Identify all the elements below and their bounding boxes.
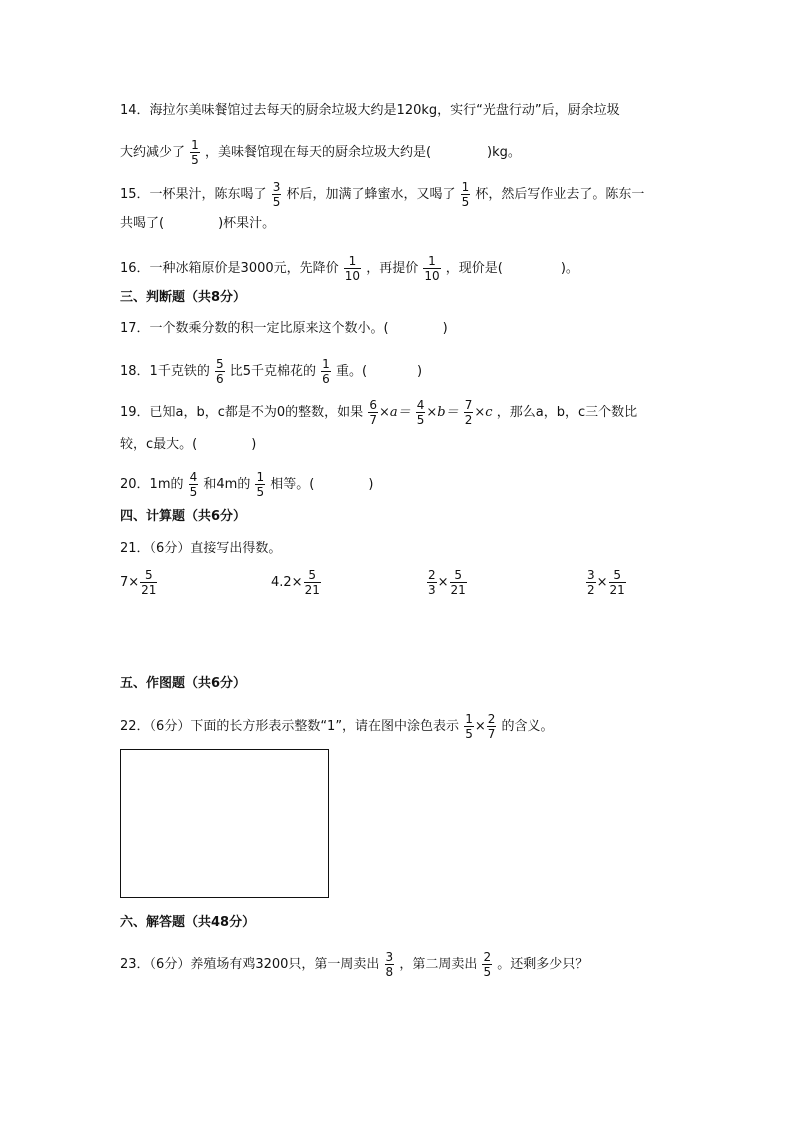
section-heading-calculation: 四、计算题（共6分） bbox=[120, 509, 247, 524]
q22-text: 的含义。 bbox=[501, 719, 554, 734]
numerator: 5 bbox=[140, 568, 157, 583]
numerator: 2 bbox=[487, 712, 496, 726]
denominator: 5 bbox=[416, 413, 425, 427]
fraction bbox=[464, 398, 474, 427]
q16-text: ，现价是( bbox=[445, 261, 503, 276]
fraction bbox=[272, 180, 282, 209]
operator: × bbox=[474, 719, 486, 734]
fraction bbox=[609, 568, 626, 597]
q16-text: ，再提价 bbox=[366, 261, 419, 276]
calc-lead: 4.2× bbox=[271, 575, 303, 590]
q21-title: 21．（6分）直接写出得数。 bbox=[120, 541, 282, 556]
numerator: 7 bbox=[464, 398, 473, 412]
denominator: 5 bbox=[189, 485, 198, 499]
q18-line bbox=[120, 357, 422, 386]
numerator: 3 bbox=[272, 180, 281, 194]
q16-line bbox=[120, 254, 579, 283]
fraction bbox=[140, 568, 157, 597]
fraction bbox=[464, 712, 474, 741]
q15-line2 bbox=[120, 214, 275, 234]
section-heading-judgement: 三、判断题（共8分） bbox=[120, 290, 247, 305]
numerator: 1 bbox=[344, 254, 361, 269]
q16-text: 16．一种冰箱原价是3000元，先降价 bbox=[120, 261, 339, 276]
fraction bbox=[586, 568, 596, 597]
q23-text: ，第二周卖出 bbox=[399, 957, 478, 972]
calc-item-3 bbox=[426, 568, 468, 597]
fraction bbox=[385, 950, 395, 979]
denominator: 7 bbox=[369, 413, 377, 427]
denominator: 6 bbox=[322, 372, 330, 386]
q15-text: 共喝了( bbox=[120, 216, 165, 231]
q15-text: )杯果汁。 bbox=[218, 216, 276, 231]
q19-text: ) bbox=[251, 437, 257, 452]
denominator: 5 bbox=[483, 965, 492, 979]
numerator: 3 bbox=[385, 950, 394, 964]
numerator: 1 bbox=[461, 180, 470, 194]
denominator: 2 bbox=[464, 413, 473, 427]
numerator: 5 bbox=[450, 568, 467, 583]
q19-line1 bbox=[120, 398, 637, 427]
q18-text: 重。( bbox=[335, 364, 368, 379]
q14-line2 bbox=[120, 138, 521, 167]
numerator: 1 bbox=[465, 712, 473, 726]
q20-text: 20．1m的 bbox=[120, 477, 184, 492]
numerator: 5 bbox=[304, 568, 321, 583]
fraction bbox=[450, 568, 467, 597]
equation-part: ×b＝ bbox=[426, 405, 459, 420]
section-heading-solution: 六、解答题（共48分） bbox=[120, 915, 256, 930]
equation-part: ×a＝ bbox=[378, 405, 411, 420]
numerator: 2 bbox=[428, 568, 436, 582]
numerator: 3 bbox=[587, 568, 595, 582]
denominator: 21 bbox=[609, 583, 625, 597]
q14-text: ，美味餐馆现在每天的厨余垃圾大约是( bbox=[204, 145, 432, 160]
numerator: 4 bbox=[189, 470, 198, 484]
q20-text: 和4m的 bbox=[203, 477, 251, 492]
numerator: 1 bbox=[322, 357, 330, 371]
q22-line bbox=[120, 712, 554, 741]
denominator: 5 bbox=[191, 153, 199, 167]
q14-text: 大约减少了 bbox=[120, 145, 186, 160]
q23-text: 23．（6分）养殖场有鸡3200只，第一周卖出 bbox=[120, 957, 380, 972]
denominator: 10 bbox=[344, 269, 361, 283]
q15-text: 杯，然后写作业去了。陈东一 bbox=[475, 187, 645, 202]
denominator: 3 bbox=[428, 583, 436, 597]
denominator: 21 bbox=[304, 583, 320, 597]
q18-text: ) bbox=[417, 364, 423, 379]
numerator: 1 bbox=[256, 470, 265, 484]
q16-text: )。 bbox=[560, 261, 579, 276]
numerator: 4 bbox=[416, 398, 425, 412]
q23-text: 。还剩多少只？ bbox=[497, 957, 589, 972]
fraction bbox=[423, 254, 440, 283]
denominator: 5 bbox=[256, 485, 265, 499]
operator: × bbox=[437, 575, 449, 590]
operator: × bbox=[596, 575, 608, 590]
denominator: 21 bbox=[450, 583, 466, 597]
denominator: 2 bbox=[587, 583, 595, 597]
q17-line bbox=[120, 319, 448, 339]
denominator: 5 bbox=[461, 195, 470, 209]
fraction bbox=[416, 398, 426, 427]
fraction bbox=[344, 254, 361, 283]
q19-text: ，那么a，b，c三个数比 bbox=[496, 405, 638, 420]
denominator: 5 bbox=[272, 195, 281, 209]
denominator: 6 bbox=[215, 372, 224, 386]
numerator: 2 bbox=[483, 950, 492, 964]
q19-line2 bbox=[120, 435, 256, 455]
denominator: 21 bbox=[141, 583, 157, 597]
fraction bbox=[321, 357, 331, 386]
denominator: 10 bbox=[424, 269, 440, 283]
fraction bbox=[215, 357, 225, 386]
q17-text: ) bbox=[442, 321, 448, 336]
q15-text: 15．一杯果汁，陈东喝了 bbox=[120, 187, 267, 202]
drawing-rectangle[interactable] bbox=[120, 749, 329, 898]
q14-line1 bbox=[120, 101, 620, 121]
numerator: 1 bbox=[423, 254, 440, 269]
fraction bbox=[487, 712, 497, 741]
denominator: 7 bbox=[487, 727, 496, 741]
numerator: 5 bbox=[609, 568, 626, 583]
fraction bbox=[190, 138, 200, 167]
denominator: 8 bbox=[385, 965, 394, 979]
q22-text: 22．（6分）下面的长方形表示整数“1”，请在图中涂色表示 bbox=[120, 719, 460, 734]
q20-line bbox=[120, 470, 373, 499]
q19-text: 较，c最大。( bbox=[120, 437, 198, 452]
calc-item-4 bbox=[585, 568, 627, 597]
denominator: 5 bbox=[465, 727, 473, 741]
numerator: 1 bbox=[191, 138, 199, 152]
fraction bbox=[427, 568, 437, 597]
calc-lead: 7× bbox=[120, 575, 140, 590]
fraction bbox=[255, 470, 265, 499]
fraction bbox=[461, 180, 471, 209]
fraction bbox=[482, 950, 492, 979]
q18-text: 18．1千克铁的 bbox=[120, 364, 210, 379]
q20-text: ) bbox=[368, 477, 374, 492]
q18-text: 比5千克棉花的 bbox=[229, 364, 317, 379]
fraction bbox=[368, 398, 378, 427]
q15-line1 bbox=[120, 180, 644, 209]
q23-line bbox=[120, 950, 588, 979]
numerator: 5 bbox=[215, 357, 224, 371]
fraction bbox=[189, 470, 199, 499]
q17-text: 17．一个数乘分数的积一定比原来这个数小。( bbox=[120, 321, 389, 336]
q19-text: 19．已知a，b，c都是不为0的整数，如果 bbox=[120, 405, 364, 420]
calc-item-2 bbox=[271, 568, 322, 597]
calc-item-1 bbox=[120, 568, 158, 597]
q14-text: )kg。 bbox=[487, 145, 521, 160]
q15-text: 杯后，加满了蜂蜜水，又喝了 bbox=[286, 187, 456, 202]
q14-text: 14．海拉尔美味餐馆过去每天的厨余垃圾大约是120kg，实行“光盘行动”后，厨余垃圾 bbox=[120, 103, 620, 118]
equation-part: ×c bbox=[474, 405, 493, 420]
q20-text: 相等。( bbox=[270, 477, 315, 492]
section-heading-drawing: 五、作图题（共6分） bbox=[120, 676, 247, 691]
numerator: 6 bbox=[369, 398, 377, 412]
fraction bbox=[304, 568, 321, 597]
